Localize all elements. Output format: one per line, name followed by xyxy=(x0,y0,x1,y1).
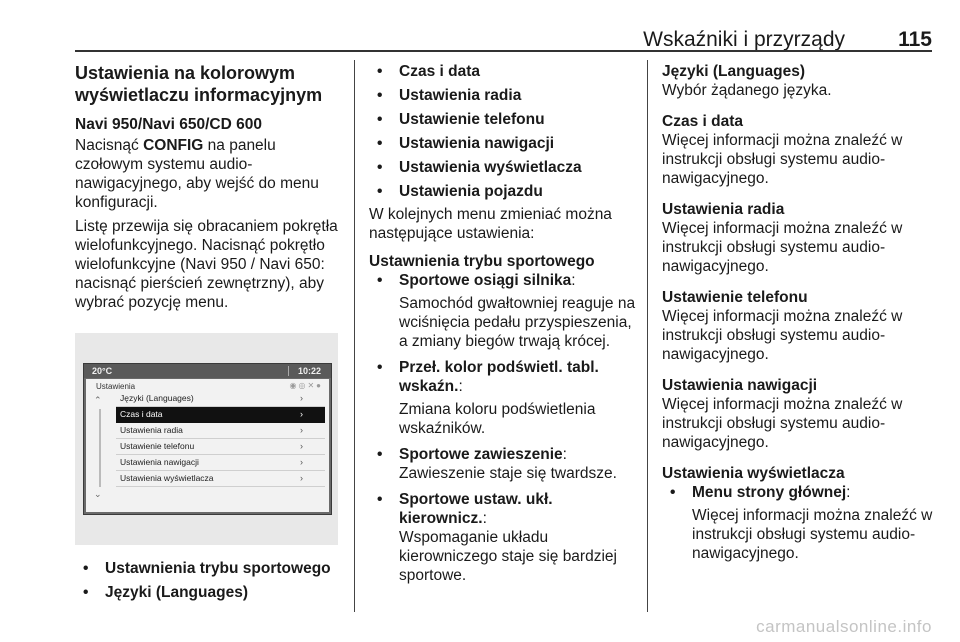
navigation-text: Więcej informacji można znaleźć w instrukcji obsługi systemu audio-nawigacyjnego. xyxy=(662,396,903,451)
screen-photo xyxy=(75,333,338,545)
bullet-item: • Ustawienia pojazdu xyxy=(369,182,637,201)
list-item[interactable]: Ustawienia wyświetlacza › xyxy=(116,471,325,487)
sport-item-suspension: • Sportowe zawieszenie: xyxy=(369,445,637,464)
display-screen xyxy=(83,363,332,515)
column-divider-2 xyxy=(647,60,648,612)
sport-item-backlight: • Przeł. kolor podświetl. tabl. wskaźn.: xyxy=(369,358,637,396)
bullet-item: • Ustawienie telefonu xyxy=(369,110,637,129)
intro-paragraph: W kolejnych menu zmieniać można następujące ustawienia: xyxy=(369,206,612,242)
section-heading: Ustawienia na kolorowym wyświetlaczu informacyjnym xyxy=(75,63,323,105)
clock: 10:22 xyxy=(297,366,321,376)
temperature: 20°C xyxy=(92,366,113,376)
sport-item-steering: • Sportowe ustaw. ukł. kierownicz.: xyxy=(369,490,637,528)
column-1 xyxy=(75,62,343,312)
home-menu-desc: Więcej informacji można znaleźć w instrukcji obsługi systemu audio-nawigacyjnego. xyxy=(692,507,933,562)
sport-item-engine: • Sportowe osiągi silnika: xyxy=(369,271,637,290)
list-item[interactable]: Ustawienia nawigacji › xyxy=(116,455,325,471)
list-item-selected[interactable]: Czas i data › xyxy=(116,407,325,423)
page-number: 115 xyxy=(898,28,932,51)
settings-list xyxy=(116,391,325,487)
chevron-right-icon: › xyxy=(300,457,303,467)
settings-panel xyxy=(86,379,329,512)
scrollbar[interactable] xyxy=(99,409,101,487)
radio-heading: Ustawienia radia xyxy=(662,201,785,218)
list-item[interactable]: Języki (Languages) › xyxy=(116,391,325,407)
sport-item-backlight-desc: Zmiana koloru podświetlenia wskaźników. xyxy=(399,401,596,437)
chevron-right-icon: › xyxy=(300,393,303,403)
config-key: CONFIG xyxy=(143,137,204,154)
scroll-down-icon[interactable]: ⌄ xyxy=(94,489,102,499)
sport-item-engine-desc: Samochód gwałtowniej reaguje na wciśnięcia pedału przyspieszenia, a zmiany biegów trwają krócej. xyxy=(399,295,636,350)
chevron-right-icon: › xyxy=(300,441,303,451)
time-text: Więcej informacji można znaleźć w instrukcji obsługi systemu audio-nawigacyjnego. xyxy=(662,132,903,187)
header-title: Wskaźniki i przyrządy xyxy=(643,28,845,51)
chevron-right-icon: › xyxy=(300,409,303,419)
bullet-item: • Ustawienia radia xyxy=(369,86,637,105)
bullet-item: • Języki (Languages) xyxy=(75,583,343,602)
languages-heading: Języki (Languages) xyxy=(662,63,805,80)
chevron-right-icon: › xyxy=(300,473,303,483)
sport-heading: Ustawnienia trybu sportowego xyxy=(369,253,595,270)
status-icons: ◉◎✕● xyxy=(289,381,323,390)
radio-text: Więcej informacji można znaleźć w instrukcji obsługi systemu audio-nawigacyjnego. xyxy=(662,220,903,275)
column-divider-1 xyxy=(354,60,355,612)
display-heading: Ustawienia wyświetlacza xyxy=(662,465,845,482)
time-heading: Czas i data xyxy=(662,113,743,130)
sport-item-steering-desc: Wspomaganie układu kierowniczego staje się bardziej sportowe. xyxy=(399,529,617,584)
navigation-heading: Ustawienia nawigacji xyxy=(662,377,818,394)
settings-title: Ustawienia xyxy=(96,382,136,391)
column-1-bullets xyxy=(75,559,343,602)
phone-text: Więcej informacji można znaleźć w instrukcji obsługi systemu audio-nawigacyjnego. xyxy=(662,308,903,363)
sport-item-suspension-desc: Zawieszenie staje się twardsze. xyxy=(399,465,617,482)
column-2 xyxy=(369,62,637,585)
bullet-item: • Ustawienia nawigacji xyxy=(369,134,637,153)
subheading-models: Navi 950/Navi 650/CD 600 xyxy=(75,116,262,133)
home-menu-item: • Menu strony głównej: xyxy=(662,483,934,502)
bullet-item: • Czas i data xyxy=(369,62,637,81)
list-item[interactable]: Ustawienia radia › xyxy=(116,423,325,439)
list-item[interactable]: Ustawienie telefonu › xyxy=(116,439,325,455)
bullet-item: • Ustawienia wyświetlacza xyxy=(369,158,637,177)
status-separator xyxy=(288,366,289,376)
scroll-up-icon[interactable]: ⌃ xyxy=(94,395,102,405)
column-3 xyxy=(662,62,934,563)
languages-text: Wybór żądanego języka. xyxy=(662,82,832,99)
paragraph-config: Nacisnąć CONFIG na panelu czołowym systemu audio-nawigacyjnego, aby wejść do menu konfiguracji. xyxy=(75,137,319,211)
chevron-right-icon: › xyxy=(300,425,303,435)
phone-heading: Ustawienie telefonu xyxy=(662,289,808,306)
bullet-item: • Ustawnienia trybu sportowego xyxy=(75,559,343,578)
watermark: carmanualsonline.info xyxy=(756,617,932,636)
header-rule xyxy=(75,50,932,52)
status-bar xyxy=(84,364,331,378)
paragraph-scroll: Listę przewija się obracaniem pokrętła wielofunkcyjnego. Nacisnąć pokrętło wielofunkcyjne (Navi 950 / Navi 650: nacisnąć pierścień zewnętrzny), aby wybrać pozycję menu. xyxy=(75,218,338,311)
